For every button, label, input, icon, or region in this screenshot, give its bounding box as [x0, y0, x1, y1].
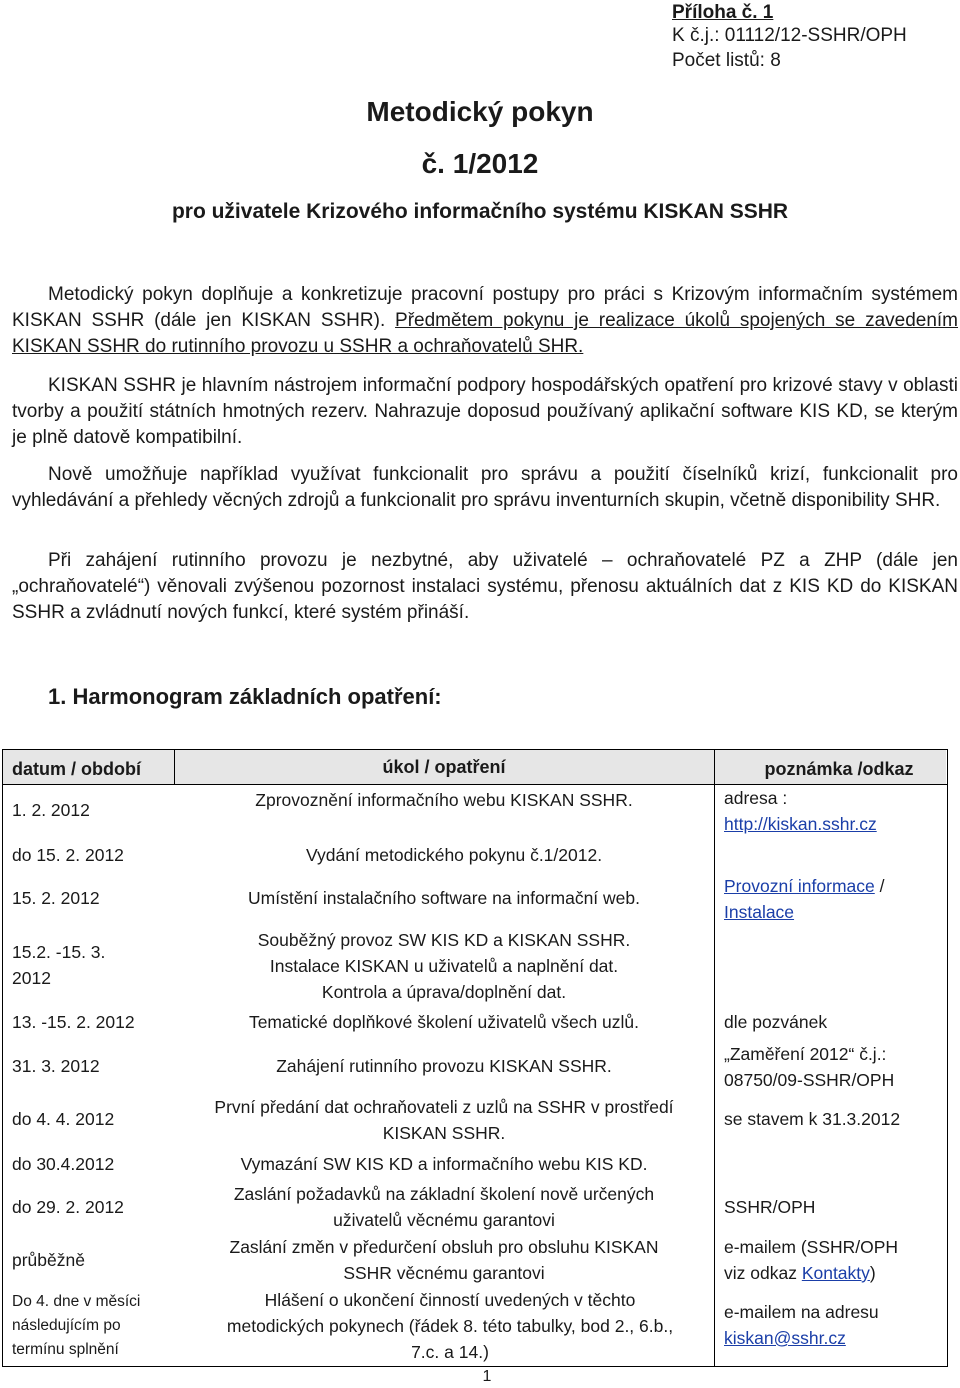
table-border-bottom	[2, 1366, 948, 1367]
deployment-paragraph: Při zahájení rutinního provozu je nezbytné, aby uživatelé – ochraňovatelé PZ a ZHP (dále jen „ochraňovatelé“) věnovali zvýšenou pozornost instalaci systému, přenosu aktuálních dat z KIS KD do KISKAN SSHR a zvládnutí nových funkcí, které systém přináší.	[12, 550, 958, 623]
table-header-date: datum / období	[12, 759, 141, 779]
section-heading: 1. Harmonogram základních opatření:	[48, 684, 442, 709]
intro-paragraph	[12, 282, 958, 360]
row-note: se stavem k 31.3.2012	[724, 1109, 901, 1129]
row-note: e-mailem (SSHR/OPH	[724, 1237, 899, 1257]
row-task: Vydání metodického pokynu č.1/2012.	[306, 845, 603, 865]
kiskan-description-paragraph: KISKAN SSHR je hlavním nástrojem informační podpory hospodářských opatření pro krizové stavy v oblasti tvorby a použití státních hmotných rezerv. Nahrazuje doposud používaný aplikační software KIS KD, se kterým je plně datově kompatibilní.	[12, 375, 958, 448]
row-task: Zahájení rutinního provozu KISKAN SSHR.	[276, 1056, 612, 1076]
document-number: č. 1/2012	[421, 148, 539, 179]
row-task: Umístění instalačního software na informační web.	[248, 888, 640, 908]
row-date: Do 4. dne v měsíci	[12, 1293, 141, 1310]
row-note: dle pozvánek	[724, 1012, 828, 1032]
row-date: 1. 2. 2012	[12, 800, 90, 820]
row-task: Tematické doplňkové školení uživatelů všech uzlů.	[248, 1012, 640, 1032]
intro-text: Metodický pokyn doplňuje a konkretizuje pracovní postupy pro práci s Krizovým informačním systémem KISKAN SSHR (dále jen KISKAN SSHR).	[12, 284, 958, 331]
row-date: do 30.4.2012	[12, 1154, 115, 1174]
intro-purpose-text: Předmětem pokynu je realizace úkolů spojených se zavedením KISKAN SSHR do rutinního provozu u SSHR a ochraňovatelů SHR.	[12, 310, 959, 357]
row-note	[724, 874, 954, 899]
note-prefix: viz odkaz	[724, 1263, 802, 1283]
table-column-divider-1	[174, 749, 175, 784]
row-task: Zprovoznění informačního webu KISKAN SSHR.	[255, 790, 633, 810]
row-date: do 4. 4. 2012	[12, 1109, 115, 1129]
contacts-link[interactable]: Kontakty	[801, 1263, 870, 1283]
table-column-divider-2	[714, 749, 715, 1367]
row-date: do 29. 2. 2012	[12, 1197, 124, 1217]
row-note-cont: 08750/09-SSHR/OPH	[724, 1070, 895, 1090]
row-note: „Zaměření 2012“ č.j.:	[724, 1044, 887, 1064]
row-date-cont: následujícím po	[12, 1317, 121, 1334]
row-note-cont	[724, 1261, 954, 1286]
row-task-cont: metodických pokynech (řádek 8. této tabulky, bod 2., 6.b.,	[226, 1316, 674, 1336]
row-task-cont: uživatelů věcnému garantovi	[333, 1210, 555, 1230]
row-task: První předání dat ochraňovateli z uzlů na SSHR v prostředí	[214, 1097, 674, 1117]
row-note: SSHR/OPH	[724, 1197, 816, 1217]
row-task: Souběžný provoz SW KIS KD a KISKAN SSHR.	[257, 930, 631, 950]
note-suffix: )	[869, 1263, 876, 1283]
row-task: Zaslání změn v předurčení obsluh pro obsluhu KISKAN	[229, 1237, 659, 1257]
table-border-top	[2, 749, 948, 750]
row-date: průběžně	[12, 1250, 85, 1270]
row-task-cont: Kontrola a úprava/doplnění dat.	[321, 982, 567, 1002]
row-date-cont: 2012	[12, 968, 51, 988]
installation-link[interactable]: Instalace	[724, 902, 795, 922]
table-border-header-bottom	[2, 784, 948, 785]
row-date: 15. 2. 2012	[12, 888, 100, 908]
document-subtitle: pro uživatele Krizového informačního systému KISKAN SSHR	[171, 200, 789, 223]
row-task-cont: 7.c. a 14.)	[411, 1342, 489, 1362]
table-header-note: poznámka /odkaz	[764, 759, 914, 779]
row-note: adresa :	[724, 788, 788, 808]
kiskan-web-link[interactable]: http://kiskan.sshr.cz	[724, 814, 877, 834]
row-date: 15.2. -15. 3.	[12, 942, 106, 962]
document-title: Metodický pokyn	[366, 96, 594, 127]
row-task: Zaslání požadavků na základní školení nově určených	[233, 1184, 655, 1204]
reference-number: K č.j.: 01112/12-SSHR/OPH	[672, 25, 907, 46]
row-task-cont: KISKAN SSHR.	[382, 1123, 506, 1143]
email-link[interactable]: kiskan@sshr.cz	[724, 1328, 846, 1348]
row-date: do 15. 2. 2012	[12, 845, 124, 865]
row-date-cont: termínu splnění	[12, 1341, 119, 1358]
operational-info-link[interactable]: Provozní informace	[724, 876, 875, 896]
row-note: e-mailem na adresu	[724, 1302, 879, 1322]
table-header-task: úkol / opatření	[382, 757, 506, 777]
table-border-left	[2, 749, 3, 1367]
row-task-cont: SSHR věcnému garantovi	[343, 1263, 545, 1283]
row-task: Hlášení o ukončení činností uvedených v těchto	[264, 1290, 636, 1310]
attachment-label: Příloha č. 1	[672, 2, 774, 23]
row-task-cont: Instalace KISKAN u uživatelů a naplnění dat.	[269, 956, 619, 976]
page-number: 1	[482, 1368, 492, 1385]
row-task: Vymazání SW KIS KD a informačního webu KIS KD.	[240, 1154, 648, 1174]
row-date: 31. 3. 2012	[12, 1056, 100, 1076]
page-count: Počet listů: 8	[672, 50, 781, 71]
row-date: 13. -15. 2. 2012	[12, 1012, 135, 1032]
note-separator: /	[874, 876, 885, 896]
features-paragraph: Nově umožňuje například využívat funkcionalit pro správu a použití číselníků krizí, funkcionalit pro vyhledávání a přehledy věcných zdrojů a funkcionalit pro správu inventurních skupin, včetně disponibility SHR.	[12, 464, 958, 511]
